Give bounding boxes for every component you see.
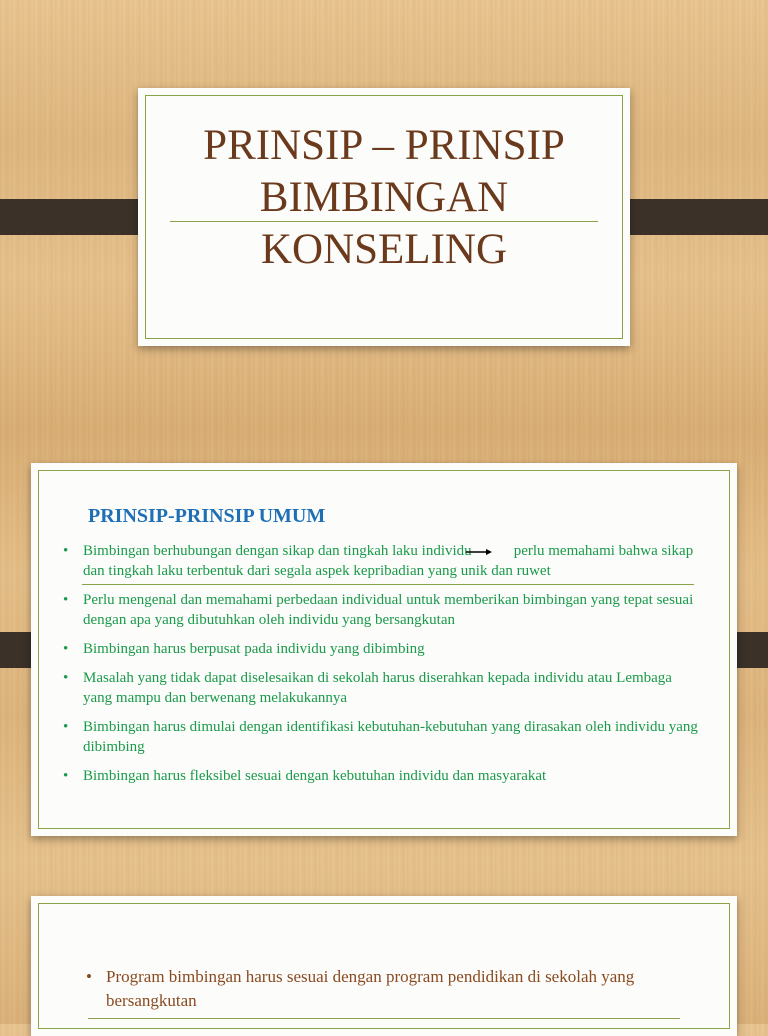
slide-3-bullet-list bbox=[86, 965, 676, 1013]
slide-2-underline bbox=[82, 584, 694, 585]
arrow-right-icon bbox=[466, 548, 492, 556]
list-item: • Bimbingan harus berpusat pada individu yang dibimbing bbox=[63, 639, 703, 659]
bullet-1-part-1: Bimbingan berhubungan dengan sikap dan tingkah laku individu bbox=[83, 543, 472, 559]
list-item: • Masalah yang tidak dapat diselesaikan di sekolah harus diserahkan kepada individu atau Lembaga yang mampu dan berwenang melakukannya bbox=[63, 668, 703, 708]
slide-1-title bbox=[0, 120, 768, 276]
slide-2-heading: PRINSIP-PRINSIP UMUM bbox=[88, 505, 326, 527]
list-item: • Program bimbingan harus sesuai dengan program pendidikan di sekolah yang bersangkutan bbox=[86, 965, 676, 1013]
title-line-1: PRINSIP – PRINSIP bbox=[203, 122, 565, 169]
slide-3-underline bbox=[88, 1018, 680, 1019]
bullet-1-part-2: perlu memahami bahwa sikap dan tingkah laku terbentuk dari segala aspek kepribadian yang unik dan ruwet bbox=[83, 543, 694, 579]
title-line-2: BIMBINGAN bbox=[259, 174, 509, 221]
list-item: • Bimbingan harus dimulai dengan identifikasi kebutuhan-kebutuhan yang dirasakan oleh individu yang dibimbing bbox=[63, 717, 703, 757]
slide-2-bullet-list bbox=[63, 541, 703, 786]
list-item: • Perlu mengenal dan memahami perbedaan individual untuk memberikan bimbingan yang tepat sesuai dengan apa yang dibutuhkan oleh individu yang bersangkutan bbox=[63, 590, 703, 630]
title-line-3: KONSELING bbox=[260, 226, 508, 273]
list-item bbox=[63, 541, 703, 581]
list-item: • Bimbingan harus fleksibel sesuai dengan kebutuhan individu dan masyarakat bbox=[63, 766, 703, 786]
title-divider bbox=[170, 221, 598, 222]
